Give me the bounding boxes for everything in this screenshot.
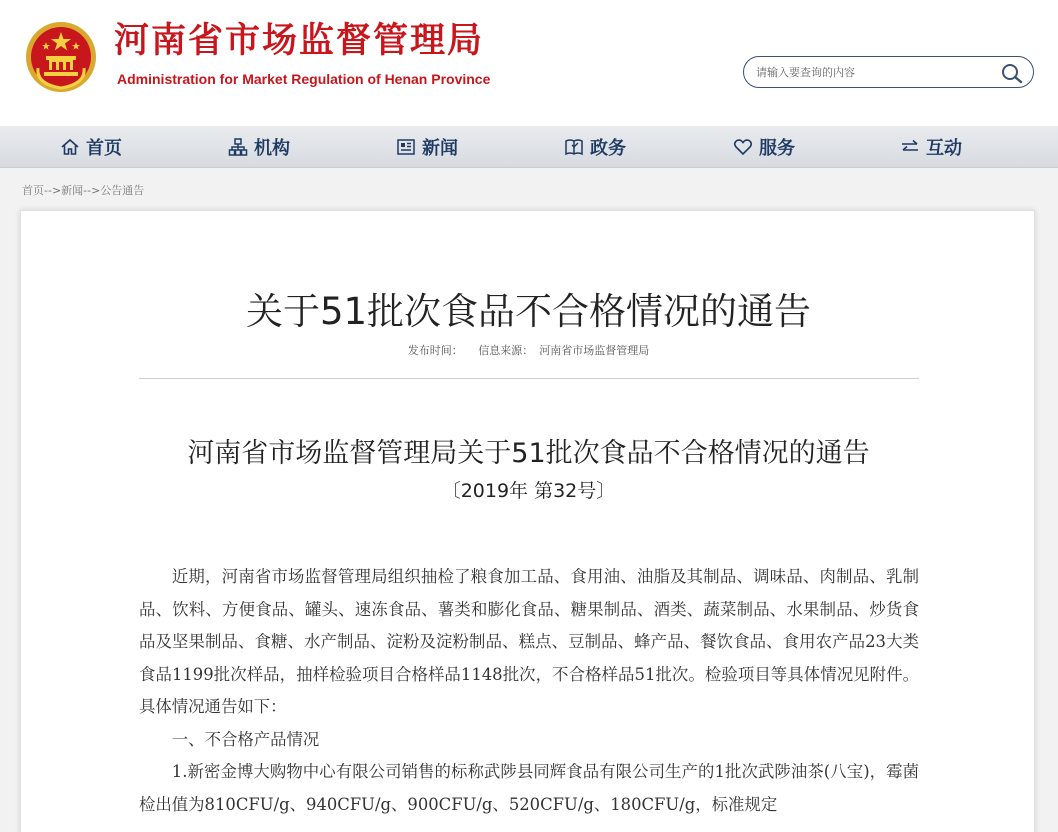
org-icon [228, 137, 248, 157]
nav-label-news: 新闻 [422, 138, 458, 159]
breadcrumb-home[interactable]: 首页 [22, 184, 44, 197]
book-icon [564, 137, 584, 157]
source-value: 河南省市场监督管理局 [539, 344, 650, 357]
nav-item-government-affairs[interactable] [564, 126, 626, 168]
article-title: 关于51批次食品不合格情况的通告 [245, 290, 812, 333]
heart-icon [733, 137, 753, 157]
home-icon [60, 137, 80, 157]
search-box [743, 56, 1034, 88]
nav-item-interaction[interactable] [900, 126, 962, 168]
breadcrumb-current[interactable]: 公告通告 [100, 184, 145, 197]
site-subtitle: Administration for Market Regulation of Henan Province [117, 71, 491, 87]
breadcrumb-separator: --> [83, 184, 101, 197]
paragraph: 一、不合格产品情况 [171, 729, 320, 749]
main-nav [0, 126, 1058, 168]
nav-label-interaction: 互动 [926, 138, 962, 159]
article-meta [21, 342, 1036, 358]
nav-item-organization[interactable] [228, 126, 290, 168]
nav-label-services: 服务 [759, 138, 795, 159]
breadcrumb [22, 182, 144, 198]
nav-label-home: 首页 [86, 138, 122, 159]
nav-label-government-affairs: 政务 [590, 138, 626, 159]
publish-time-label: 发布时间： [407, 344, 463, 357]
paragraph: 1.新密金博大购物中心有限公司销售的标称武陟县同辉食品有限公司生产的1批次武陟油茶(八宝)，霉菌检出值为810CFU/g、940CFU/g、900CFU/g、520CFU/g、180CFU/g，标准规定 [139, 762, 919, 814]
document-title: 河南省市场监督管理局关于51批次食品不合格情况的通告 [187, 438, 870, 469]
search-input[interactable] [756, 62, 996, 82]
document-number: 〔2019年 第32号〕 [441, 480, 616, 502]
nav-item-home[interactable] [60, 126, 122, 168]
nav-item-news[interactable] [396, 126, 458, 168]
paragraph: 近期，河南省市场监督管理局组织抽检了粮食加工品、食用油、油脂及其制品、调味品、肉制品、乳制品、饮料、方便食品、罐头、速冻食品、薯类和膨化食品、糖果制品、酒类、蔬菜制品、水果制品、炒货食品及坚果制品、食糖、水产制品、淀粉及淀粉制品、糕点、豆制品、蜂产品、餐饮食品、食用农产品23大类食品1199批次样品，抽样检验项目合格样品1148批次，不合格样品51批次。检验项目等具体情况见附件。具体情况通告如下： [139, 567, 919, 716]
source-label: 信息来源： [478, 344, 534, 357]
article-card [20, 210, 1035, 832]
nav-label-organization: 机构 [254, 138, 290, 159]
national-emblem-logo [24, 20, 98, 94]
search-icon[interactable] [1000, 62, 1024, 84]
site-header [0, 0, 1058, 126]
article-body [139, 561, 919, 821]
divider [139, 378, 919, 379]
news-icon [396, 137, 416, 157]
breadcrumb-news[interactable]: 新闻 [61, 184, 84, 197]
breadcrumb-separator: --> [44, 184, 62, 197]
nav-item-services[interactable] [733, 126, 795, 168]
exchange-icon [900, 137, 920, 157]
site-title: 河南省市场监督管理局 [114, 21, 485, 61]
